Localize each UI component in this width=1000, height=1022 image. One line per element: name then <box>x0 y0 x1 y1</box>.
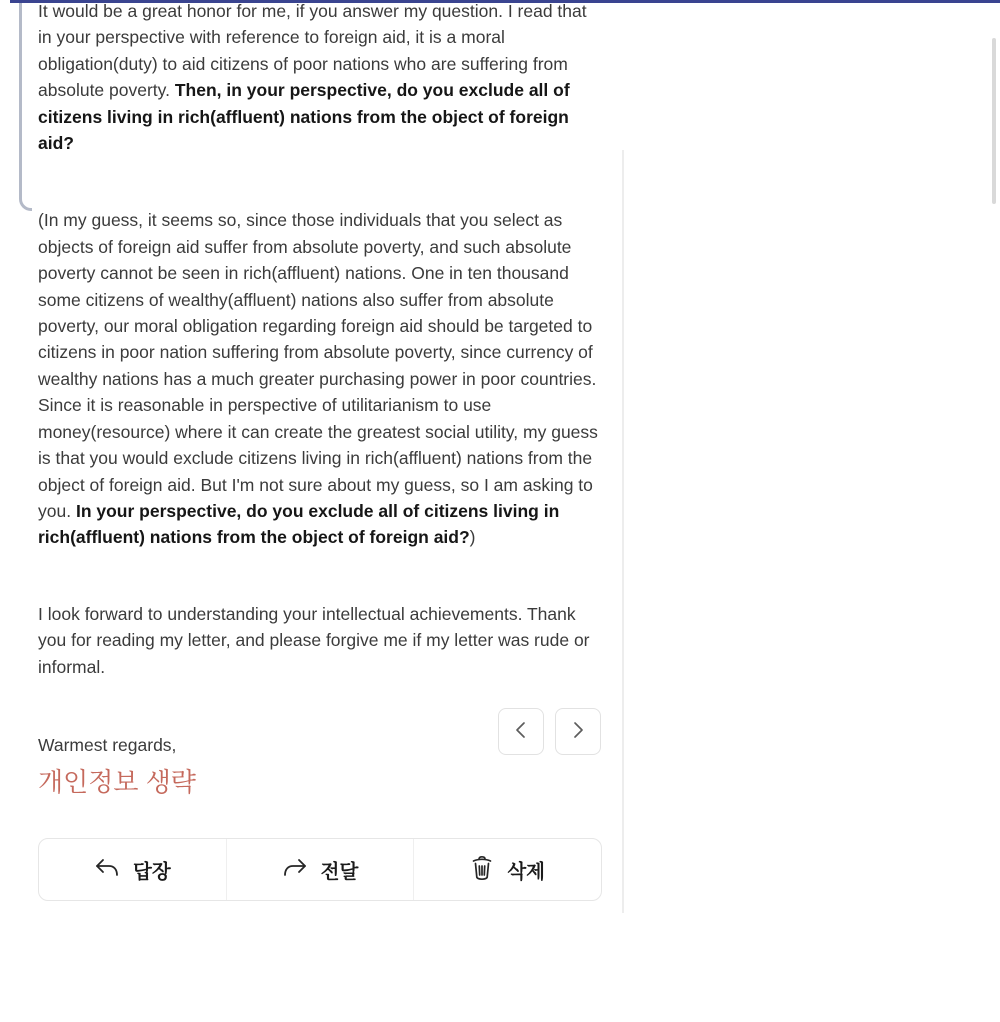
paragraph-1-text: It would be a great honor for me, if you answer my question. I read that in your perspective with reference to foreign aid, it is a moral obligation(duty) to aid citizens of poor nations who are suffering from absolute poverty. <box>38 1 587 101</box>
email-paragraph-2 <box>38 207 604 550</box>
email-signoff: Warmest regards, <box>38 734 177 755</box>
paragraph-2-bold-question: In your perspective, do you exclude all of citizens living in rich(affluent) nations from the object of foreign aid? <box>38 500 560 548</box>
email-paragraph-1 <box>38 0 604 156</box>
delete-button[interactable] <box>413 839 601 900</box>
content-right-divider <box>622 150 624 913</box>
paragraph-1-bold-question: Then, in your perspective, do you exclude all of citizens living in rich(affluent) nations from the object of foreign aid? <box>38 80 570 154</box>
android-navigation-bar <box>0 950 1000 1022</box>
email-action-bar <box>38 838 602 901</box>
next-email-button[interactable] <box>555 708 601 755</box>
email-body <box>38 0 604 799</box>
forward-label: 전달 <box>320 860 359 883</box>
paragraph-2-text: (In my guess, it seems so, since those individuals that you select as objects of foreign aid suffer from absolute poverty, and such absolute poverty cannot be seen in rich(affluent) nations. One in ten thousand some citizens of wealthy(affluent) nations also suffer from absolute poverty, our moral obligation regarding foreign aid should be targeted to citizens in poor nation suffering from absolute poverty, since currency of wealthy nations has a much greater purchasing power in poor countries. Since it is reasonable in perspective of utilitarianism to use money(resource) where it can create the greatest social utility, my guess is that you would exclude citizens living in rich(affluent) nations from the object of foreign aid. But I'm not sure about my guess, so I am asking to you. <box>38 210 598 521</box>
delete-label: 삭제 <box>507 860 546 883</box>
redacted-signature: 개인정보 생략 <box>38 767 196 798</box>
previous-email-button[interactable] <box>498 708 544 755</box>
trash-icon <box>470 855 494 884</box>
paragraph-2-closing-paren: ) <box>469 527 476 548</box>
chevron-right-icon <box>569 720 587 743</box>
forward-icon <box>282 856 308 883</box>
email-paragraph-3: I look forward to understanding your intellectual achievements. Thank you for reading my letter, and please forgive me if my letter was rude or informal. <box>38 603 590 677</box>
forward-button[interactable] <box>226 839 414 900</box>
chevron-left-icon <box>512 720 530 743</box>
reply-icon <box>94 856 120 883</box>
reply-label: 답장 <box>132 860 171 883</box>
quoted-message-bracket <box>19 3 32 211</box>
scrollbar-thumb[interactable] <box>992 38 996 204</box>
reply-button[interactable] <box>39 839 226 900</box>
